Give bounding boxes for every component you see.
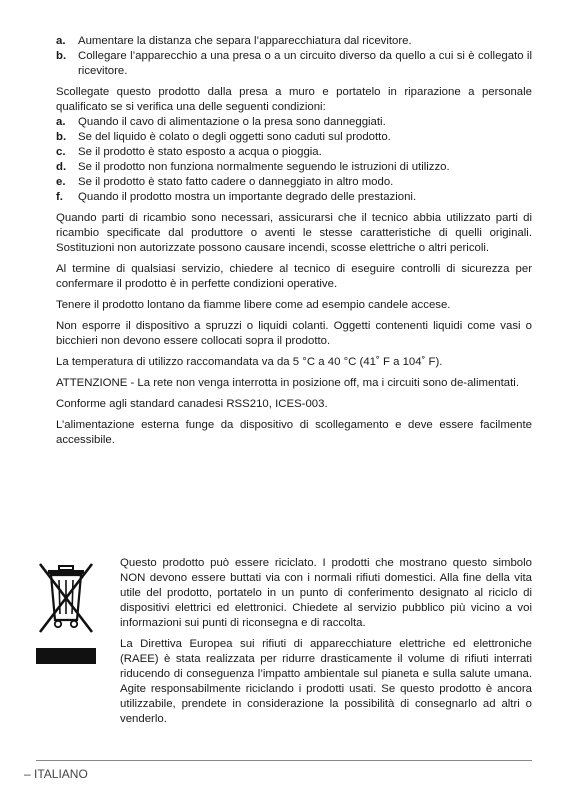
top-list: [56, 34, 532, 79]
list-item: [56, 49, 532, 79]
attention-paragraph: ATTENZIONE - La rete non venga interrotta in posizione off, ma i circuiti sono de-alimentati.: [56, 377, 520, 389]
list-item: [56, 190, 532, 205]
list-item-text: Quando il cavo di alimentazione o la presa sono danneggiati.: [78, 116, 386, 128]
crossed-bin-icon: [36, 556, 96, 673]
list-item-text: Collegare l’apparecchio a una presa o a un circuito diverso da quello a cui si è collegato il ricevitore.: [78, 50, 532, 77]
canada-paragraph: Conforme agli standard canadesi RSS210, ICES-003.: [56, 398, 328, 410]
footer-language: – ITALIANO: [24, 767, 88, 781]
liquids-paragraph: Non esporre il dispositivo a spruzzi o liquidi colanti. Oggetti contenenti liquidi come vasi o bicchieri non devono essere collocati sopra il prodotto.: [56, 320, 532, 347]
list-item: [56, 145, 532, 160]
service-paragraph: Al termine di qualsiasi servizio, chiedere al tecnico di eseguire controlli di sicurezza per confermare il prodotto è in perfette condizioni operative.: [56, 263, 532, 290]
footer-divider: [36, 760, 532, 761]
temperature-paragraph: La temperatura di utilizzo raccomandata va da 5 °C a 40 °C (41˚ F a 104˚ F).: [56, 356, 443, 368]
list-item-text: Quando il prodotto mostra un importante degrado delle prestazioni.: [78, 191, 417, 203]
spare-parts-paragraph: Quando parti di ricambio sono necessari, assicurarsi che il tecnico abbia utilizzato parti di ricambio specificate dal produttore o aventi le stesse caratteristiche di quelli originali. Sostituzioni non autorizzate possono causare incendi, scosse elettriche o altri pericoli.: [56, 212, 532, 254]
list-item-key: a.: [56, 35, 66, 47]
list-item-text: Se il prodotto non funziona normalmente seguendo le istruzioni di utilizzo.: [78, 161, 450, 173]
directive-paragraph: La Direttiva Europea sui rifiuti di apparecchiature elettriche ed elettroniche (RAEE) è stata realizzata per ridurre drasticamente il volume di rifiuti interrati riducendo di conseguenza l’impatto ambientale sul pianeta e sulla salute umana. Agite responsabilmente riciclando i prodotti usati. Se questo prodotto è ancora utilizzabile, prendete in considerazione la possibilità di consegnarlo ad altri o venderlo.: [120, 638, 532, 725]
list-item: [56, 160, 532, 175]
weee-text: [120, 556, 532, 733]
list-item: [56, 34, 532, 49]
power-paragraph: L’alimentazione esterna funge da dispositivo di scollegamento e deve essere facilmente accessibile.: [56, 419, 532, 446]
list-item: [56, 115, 532, 130]
list-item-key: b.: [56, 131, 67, 143]
list-item-text: Se il prodotto è stato esposto a acqua o pioggia.: [78, 146, 322, 158]
list-item-key: e.: [56, 176, 66, 188]
list-item-key: c.: [56, 146, 66, 158]
list-item-text: Aumentare la distanza che separa l’apparecchiatura dal ricevitore.: [78, 35, 412, 47]
document-body: [56, 34, 532, 448]
list-item-key: a.: [56, 116, 66, 128]
list-item-text: Se del liquido è colato o degli oggetti sono caduti sul prodotto.: [78, 131, 391, 143]
flames-paragraph: Tenere il prodotto lontano da fiamme libere come ad esempio candele accese.: [56, 299, 451, 311]
list-item-key: b.: [56, 50, 67, 62]
intro-paragraph: Scollegate questo prodotto dalla presa a muro e portatelo in riparazione a personale qualificato se si verifica una delle seguenti condizioni:: [56, 86, 532, 113]
list-item-key: f.: [56, 191, 63, 203]
list-item-text: Se il prodotto è stato fatto cadere o danneggiato in altro modo.: [78, 176, 394, 188]
conditions-list: [56, 115, 532, 205]
recycle-paragraph: Questo prodotto può essere riciclato. I prodotti che mostrano questo simbolo NON devono essere buttati via con i normali rifiuti domestici. Alla fine della vita utile del prodotto, portatelo in un punto di conferimento designato al riciclo di dispositivi elettrici ed elettronici. Chiedete al servizio pubblico più vicino a voi informazioni sui punti di riconsegna e di raccolta.: [120, 557, 532, 629]
list-item: [56, 175, 532, 190]
list-item: [56, 130, 532, 145]
list-item-key: d.: [56, 161, 67, 173]
